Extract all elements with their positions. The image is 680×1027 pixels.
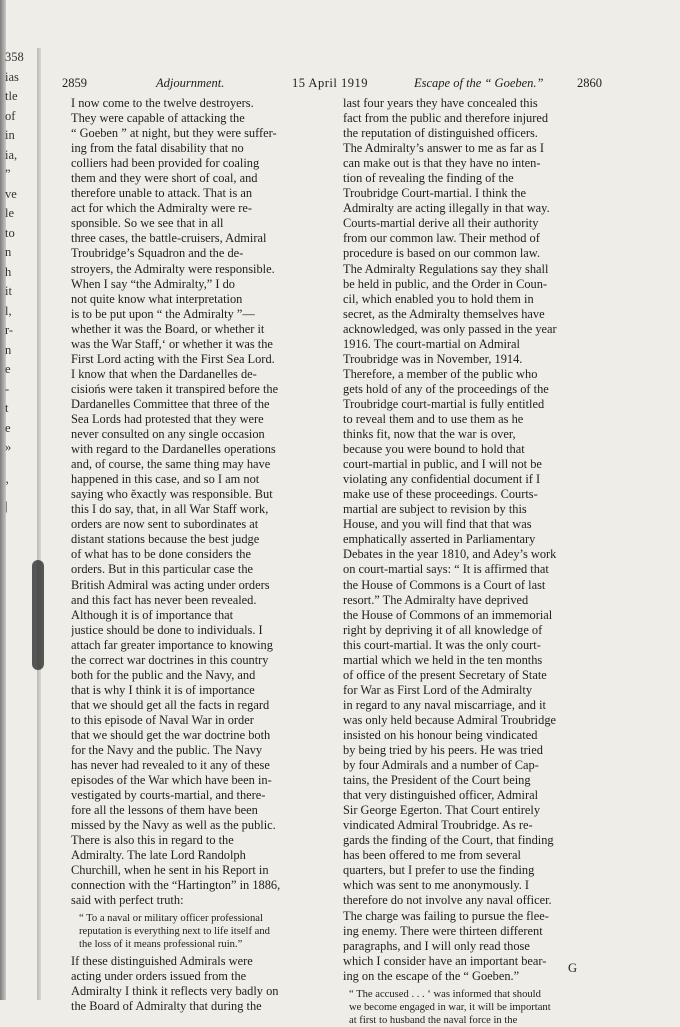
- text-line: that is why I think it is of importance: [71, 682, 255, 697]
- margin-fragment: l,: [5, 303, 12, 318]
- text-line: distant stations because the best judge: [71, 532, 260, 547]
- text-line: Admiralty are acting illegally in that way.: [343, 201, 550, 216]
- text-line: acting under orders issued from the: [71, 968, 247, 983]
- text-line: I know that when the Dardanelles de-: [71, 366, 257, 381]
- text-line: vestigated by courts-martial, and there-: [71, 788, 266, 803]
- margin-fragment: ’: [5, 479, 10, 493]
- margin-fragment: ia,: [5, 147, 18, 162]
- text-line: Troubridge was in November, 1914.: [343, 351, 523, 366]
- text-line: them and they were short of coal, and: [71, 171, 258, 186]
- left-column: [71, 96, 326, 1014]
- text-line: vindicated Admiral Troubridge. As re-: [343, 818, 533, 833]
- text-line: Although it is of importance that: [71, 607, 234, 622]
- text-line: that we should get all the facts in regard: [71, 697, 270, 712]
- text-line: emphatically asserted in Parliamentary: [343, 532, 536, 547]
- text-line: tains, the President of the Court being: [343, 773, 531, 788]
- text-line: we become engaged in war, it will be important: [349, 1001, 551, 1013]
- text-line: this court-martial. It was the only court-: [343, 637, 541, 652]
- text-line: missed by the Navy as well as the public.: [71, 818, 276, 833]
- text-line: quarters, but I prefer to use the finding: [343, 863, 535, 878]
- text-line: with regard to the Dardanelles operations: [71, 442, 276, 457]
- block-quote: [79, 912, 326, 951]
- text-line: There is also this in regard to the: [71, 833, 234, 848]
- text-line: which was sent to me anonymously. I: [343, 878, 530, 893]
- text-line: in regard to any naval miscarriage, and it: [343, 697, 546, 712]
- text-line: because you were bound to hold that: [343, 442, 525, 457]
- text-line: the House of Commons of an immemorial: [343, 607, 553, 622]
- text-line: Troubridge court-martial is fully entitled: [343, 396, 545, 411]
- text-line: episodes of the War which have been in-: [71, 773, 272, 788]
- body-text: [343, 96, 602, 984]
- body-text: [71, 954, 326, 1014]
- text-line: sponsible. So we see that in all: [71, 216, 224, 231]
- text-line: three cases, the battle-cruisers, Admiral: [71, 231, 267, 246]
- text-line: to reveal them and to use them as he: [343, 411, 524, 426]
- text-line: Debates in the year 1810, and Adey’s work: [343, 547, 557, 562]
- text-line: secret, as the Admiralty themselves have: [343, 306, 545, 321]
- text-line: colliers had been provided for coaling: [71, 156, 260, 171]
- text-line: tion of revealing the finding of the: [343, 171, 514, 186]
- margin-fragment: ”: [5, 167, 11, 181]
- previous-page-margin-fragments: [5, 48, 35, 516]
- text-line: was only held because Admiral Troubridge: [343, 712, 557, 727]
- text-line: Dardanelles Committee that three of the: [71, 396, 270, 411]
- text-line: for War as First Lord of the Admiralty: [343, 682, 533, 697]
- text-line: They were capable of attacking the: [71, 111, 245, 126]
- margin-fragment: it: [5, 284, 12, 298]
- text-line: of what has to be done considers the: [71, 547, 251, 562]
- text-line: ing on the escape of the “ Goeben.”: [343, 968, 520, 983]
- text-line: Troubridge’s Squadron and the de-: [71, 246, 244, 261]
- text-line: therefore unable to attack. That is an: [71, 186, 253, 201]
- text-line: stroyers, the Admiralty were responsible.: [71, 261, 275, 276]
- text-line: the reputation of distinguished officers.: [343, 126, 538, 141]
- block-quote: [349, 988, 602, 1027]
- sitting-date: 15 April 1919: [292, 76, 368, 90]
- text-line: is to be put upon “ the Admiralty ”—: [71, 306, 255, 321]
- text-line: martial are subject to revision by this: [343, 502, 527, 517]
- margin-fragment: r-: [5, 323, 14, 337]
- text-line: Sea Lords had protested that they were: [71, 411, 264, 426]
- text-line: which I consider have an important bear-: [343, 953, 547, 968]
- text-line: When I say “the Admiralty,” I do: [71, 276, 236, 291]
- text-line: the correct war doctrines in this country: [71, 652, 269, 667]
- margin-fragment: tle: [5, 89, 18, 103]
- margin-fragment: 358: [5, 50, 24, 64]
- margin-fragment: [5, 458, 35, 478]
- text-line: ing enemy. There were thirteen different: [343, 923, 543, 938]
- margin-fragment: n: [5, 342, 12, 357]
- text-line: the Board of Admiralty that during the: [71, 998, 262, 1013]
- text-line: therefore do not involve any naval officer.: [343, 893, 552, 908]
- page-number-left: 2859: [62, 76, 87, 90]
- text-line: justice should be done to individuals. I: [71, 622, 263, 637]
- text-line: of office of the present Secretary of State: [343, 667, 547, 682]
- text-line: “ The accused . . . ‘ was informed that should: [349, 988, 541, 1000]
- page-number-right: 2860: [577, 76, 602, 90]
- text-line: by four Admirals and a number of Cap-: [343, 758, 539, 773]
- text-line: Courts-martial derive all their authority: [343, 216, 539, 231]
- text-line: has been offered to me from several: [343, 848, 521, 863]
- text-line: cil, which enabled you to hold them in: [343, 291, 534, 306]
- text-line: by being tried by his peers. He was tried: [343, 743, 543, 758]
- text-line: If these distinguished Admirals were: [71, 953, 253, 968]
- ink-blot: [32, 560, 44, 670]
- text-line: was the War Staff,‘ or whether it was the: [71, 336, 273, 351]
- body-text: [71, 96, 326, 909]
- text-line: gets hold of any of the proceedings of the: [343, 381, 549, 396]
- margin-fragment: -: [5, 381, 10, 396]
- text-line: on court-martial says: “ It is affirmed that: [343, 562, 549, 577]
- margin-fragment: ve: [5, 186, 17, 201]
- text-line: reputation is everything next to life itself and: [79, 925, 270, 937]
- text-line: insisted on his honour being vindicated: [343, 727, 538, 742]
- text-line: at first to husband the naval force in the: [349, 1014, 518, 1026]
- text-line: whether it was the Board, or whether it: [71, 321, 265, 336]
- margin-fragment: n: [5, 245, 12, 259]
- text-line: First Lord acting with the First Sea Lord.: [71, 351, 275, 366]
- section-title: Adjournment.: [156, 76, 225, 90]
- margin-fragment: in: [5, 128, 15, 142]
- text-line: from our common law. Their method of: [343, 231, 540, 246]
- text-line: can make out is that they have no inten-: [343, 156, 541, 171]
- text-line: for the Navy and the public. The Navy: [71, 743, 263, 758]
- text-line: The Admiralty Regulations say they shall: [343, 261, 549, 276]
- text-line: has never had revealed to it any of these: [71, 758, 270, 773]
- text-line: to this episode of Naval War in order: [71, 712, 254, 727]
- right-column: [343, 96, 602, 1027]
- signature-mark: G: [568, 961, 578, 975]
- text-line: orders are now sent to subordinates at: [71, 517, 259, 532]
- text-line: court-martial in public, and I will not be: [343, 457, 542, 472]
- margin-fragment: e: [5, 420, 11, 435]
- text-line: right by depriving it of all knowledge of: [343, 622, 543, 637]
- gutter-rule: [37, 48, 41, 1000]
- text-line: and this fact has never been revealed.: [71, 592, 257, 607]
- text-line: that we should get the war doctrine both: [71, 727, 271, 742]
- text-line: ing from the fatal disability that no: [71, 141, 244, 156]
- text-line: orders. But in this particular case the: [71, 562, 254, 577]
- text-line: the House of Commons is a Court of last: [343, 577, 546, 592]
- margin-fragment: to: [5, 225, 15, 240]
- text-line: that very distinguished officer, Admiral: [343, 788, 539, 803]
- text-line: Troubridge Court-martial. I think the: [343, 186, 526, 201]
- text-line: Admiralty. The late Lord Randolph: [71, 848, 246, 863]
- margin-fragment: ias: [5, 69, 19, 84]
- text-line: thinks fit, now that the war is over,: [343, 427, 516, 442]
- text-line: this I do say, that, in all War Staff work,: [71, 502, 269, 517]
- text-line: happened in this case, and so I am not: [71, 472, 260, 487]
- text-line: The Admiralty’s answer to me as far as I: [343, 141, 544, 156]
- text-line: make use of these proceedings. Courts-: [343, 487, 538, 502]
- text-line: Sir George Egerton. That Court entirely: [343, 803, 541, 818]
- text-line: last four years they have concealed this: [343, 96, 538, 110]
- text-line: House, and you will find that that was: [343, 517, 532, 532]
- text-line: cisiońs were taken it transpired before the: [71, 381, 279, 396]
- text-line: The charge was failing to pursue the flee-: [343, 908, 549, 923]
- topic-title: Escape of the “ Goeben.”: [414, 76, 544, 90]
- text-line: never consulted on any single occasion: [71, 427, 265, 442]
- text-line: Churchill, when he sent in his Report in: [71, 863, 269, 878]
- margin-fragment: t: [5, 401, 9, 415]
- text-line: violating any confidential document if I: [343, 472, 541, 487]
- text-line: attach far greater importance to knowing: [71, 637, 273, 652]
- text-line: not quite know what interpretation: [71, 291, 243, 306]
- text-line: “ Goeben ” at night, but they were suffer-: [71, 126, 277, 141]
- page-header: [62, 76, 602, 94]
- text-line: Admiralty I think it reflects very badly on: [71, 983, 279, 998]
- text-line: paragraphs, and I will only read those: [343, 938, 530, 953]
- text-line: saying who ĕxactly was responsible. But: [71, 487, 273, 502]
- text-line: acknowledged, was only passed in the year: [343, 321, 557, 336]
- text-line: Therefore, a member of the public who: [343, 366, 538, 381]
- text-line: fact from the public and therefore injured: [343, 111, 549, 126]
- text-line: gards the finding of the Court, that finding: [343, 833, 554, 848]
- text-line: both for the public and the Navy, and: [71, 667, 256, 682]
- margin-fragment: e: [5, 362, 11, 376]
- margin-fragment: »: [5, 440, 12, 454]
- text-line: “ To a naval or military officer professional: [79, 912, 263, 924]
- text-line: procedure is based on our common law.: [343, 246, 541, 261]
- text-line: I now come to the twelve destroyers.: [71, 96, 254, 110]
- text-line: act for which the Admiralty were re-: [71, 201, 252, 216]
- text-line: British Admiral was acting under orders: [71, 577, 270, 592]
- text-line: the loss of it means professional ruin.”: [79, 938, 243, 950]
- text-line: said with perfect truth:: [71, 893, 184, 908]
- text-line: martial which we held in the ten months: [343, 652, 543, 667]
- text-line: 1916. The court-martial on Admiral: [343, 336, 520, 351]
- margin-fragment: of: [5, 108, 16, 123]
- text-line: connection with the “Hartington” in 1886,: [71, 878, 281, 893]
- margin-fragment: |: [5, 498, 8, 513]
- text-line: fore all the lessons of them have been: [71, 803, 258, 818]
- margin-fragment: h: [5, 264, 12, 279]
- text-line: be held in public, and the Order in Coun-: [343, 276, 548, 291]
- text-line: resort.” The Admiralty have deprived: [343, 592, 529, 607]
- text-line: and, of course, the same thing may have: [71, 457, 271, 472]
- margin-fragment: le: [5, 206, 15, 220]
